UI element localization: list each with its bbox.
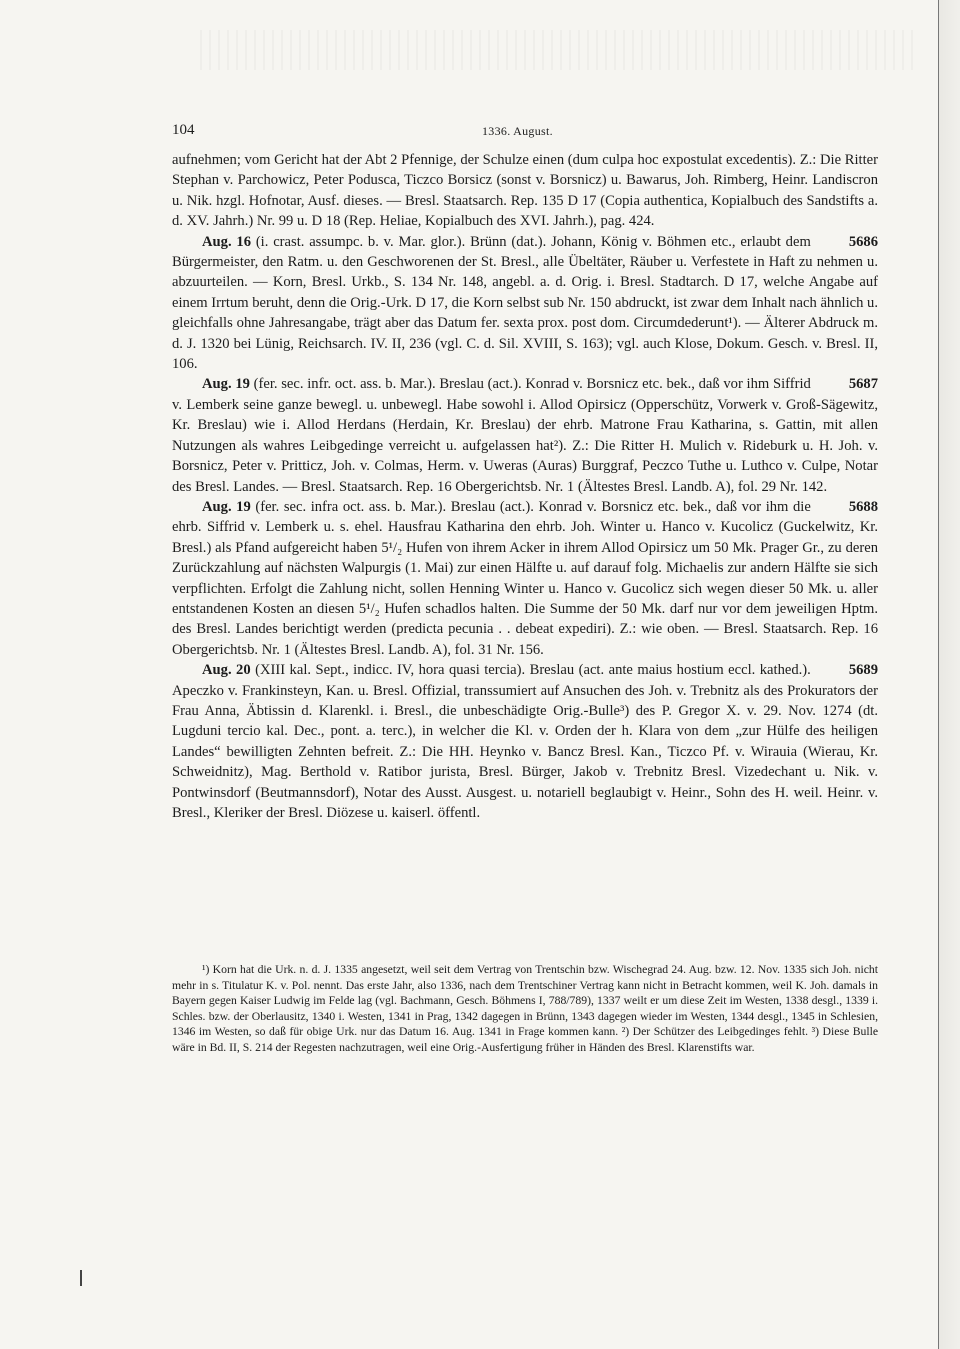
footnote-3: ³) Diese Bulle wäre in Bd. II, S. 214 der Regesten nachzutragen, weil eine Orig.-Ausfertigung früher in Händen des Bresl. Klarenstifts war. xyxy=(172,1025,879,1054)
page-edge xyxy=(938,0,960,1349)
regest-number: 5687 xyxy=(848,376,878,393)
page-header xyxy=(172,122,872,142)
entry-text: (XIII kal. Sept., indicc. IV, hora quasi tercia). Breslau (act. ante maius hostium eccl. kathed.). Apeczko v. Frankinsteyn, Kan. u. Bresl. Offizial, transsumiert auf Ansuchen des Joh. v. Trebnitz als des Prokurators der Frau Anna, Äbtissin d. Klarenkl. i. Bresl., die unbeschädigte Orig.-Bulle³) des P. Gregor X. v. 29. Nov. 1274 (dt. Lugduni tercio kal. Dec., pont. a. terc.), in welcher die Kl. v. Orden der h. Klara von dem „zur Hülfe des heiligen Landes“ bewilligten Zehnten befreit. Z.: Die HH. Heynko v. Bancz Bresl. Kan., Ticzco Pf. v. Wirauia (Wierau, Kr. Schweidnitz), Mag. Berthold v. Ratibor jurista, Bresl. Bürger, Jakob v. Trebnitz Bresl. Vizedechant u. Nik. v. Pontwinsdorf (Beutmannsdorf), Notar des Ausst. Ausgest. u. notariell beglaubigt v. Heinr., Sohn des H. weil. Heinr. v. Bresl., Kleriker der Bresl. Diözese u. kaiserl. öffentl. xyxy=(172,662,878,821)
entry-5685-continuation: aufnehmen; vom Gericht hat der Abt 2 Pfennige, der Schulze einen (dum culpa hoc expostulat excedentis). Z.: Die Ritter Stephan v. Parchowicz, Peter Podusca, Ticzco Borsicz (sonst v. Borsnicz) u. Bawarus, Joh. Rimberg, Heinr. Landiscron u. Nik. hzgl. Hofnotar, Ausf. dieses. — Bresl. Staatsarch. Rep. 135 D 17 (Copia authentica, Kopialbuch des Sandstifts a. d. XV. Jahrh.) Nr. 99 u. D 18 (Rep. Heliae, Kopialbuch des XVI. Jahrh.), pag. 424. xyxy=(172,152,878,230)
footnote-1: ¹) Korn hat die Urk. n. d. J. 1335 angesetzt, weil seit dem Vertrag von Trentschin bzw. Wischegrad 24. Aug. bzw. 12. Nov. 1335 sich Joh. nicht mehr in s. Titulatur K. v. Pol. nennt. Das erste Jahr, also 1336, nach dem Trentschiner Vertrag kann nicht in Betracht kommen, weil K. Joh. damals in Bayern gegen Kaiser Ludwig im Felde lag (vgl. Bachmann, Gesch. Böhmens I, 788/789), 1337 weilt er um diese Zeit im Westen, 1338 desgl., 1339 i. Schles. bzw. der Oberlausitz, 1340 i. Westen, 1341 in Prag, 1342 dagegen in Brünn, 1343 dagegen wieder im Westen, 1344 desgl., 1345 in Schlesien, 1346 im Westen, so daß für obige Urk. nur das Datum 16. Aug. 1341 in Frage kommen kann. xyxy=(172,963,878,1039)
scan-noise xyxy=(200,30,920,70)
footnote-block xyxy=(172,962,878,1056)
entry-date: Aug. 16 xyxy=(202,233,252,250)
entry-5687 xyxy=(172,374,878,496)
entry-5688 xyxy=(172,497,878,660)
entry-text: (fer. sec. infra oct. ass. b. Mar.). Breslau (act.). Konrad v. Borsnicz etc. bek., daß vor ihm die ehrb. Siffrid v. Lemberk u. s. ehel. Hausfrau Katharina den ehrb. Joh. Winter u. Hanco v. Kucolicz (Guckelwitz, Kr. Bresl.) als Pfand aufgereicht haben 5¹/₂ Hufen von ihrem Acker in ihrem Allod Opirsicz um 50 Mk. Prager Gr., zu deren Zurückzahlung auf nächsten Walpurgis (1. Mai) zur einen Hälfte u. auf darauf folg. Michaelis zur andern Hälfte sie sich verpflichten. Erfolgt die Zahlung nicht, sollen Henning Winter u. Hanco v. Gucolicz sich wegen dieser 50 Mk. u. aller entstandenen Kosten an diesen 5¹/₂ Hufen schadlos halten. Die Summe der 50 Mk. darf nur vor dem jeweiligen Hptm. des Bresl. Landes berichtigt werden (predicta pecunia . . debeat expediri). Z.: wie oben. — Bresl. Staatsarch. Rep. 16 Obergerichtsb. Nr. 1 (Ältestes Bresl. Landb. A), fol. 31 Nr. 156. xyxy=(172,498,878,658)
entry-text: (fer. sec. infr. oct. ass. b. Mar.). Breslau (act.). Konrad v. Borsnicz etc. bek., daß vor ihm Siffrid v. Lemberk seine ganze bewegl. u. unbewegl. Habe sowohl i. Allod Opirsicz (Opperschütz, Vorwerk v. Groß-Sägewitz, Kr. Breslau) wie i. Allod Herdans (Herdain, Kr. Breslau) der ehrb. Matrone Frau Katharina, s. Gattin, mit allen Nutzungen als wahres Leibgedinge verreicht u. aufgelassen hat²). Z.: Die Ritter H. Mulich v. Rideburk u. H. Joh. v. Borsnicz, Peter v. Pritticz, Joh. v. Colmas, Herm. v. Uweras (Auras) Burggraf, Peczco Tuthe u. Luthco v. Culpe, Notar des Bresl. Landes. — Bresl. Staatsarch. Rep. 16 Obergerichtsb. Nr. 1 (Ältestes Bresl. Landb. A), fol. 29 Nr. 142. xyxy=(172,376,878,495)
main-text xyxy=(172,150,878,823)
entry-date: Aug. 19 xyxy=(202,498,251,515)
entry-date: Aug. 20 xyxy=(202,662,251,679)
entry-date: Aug. 19 xyxy=(202,376,250,393)
running-head: 1336. August. xyxy=(482,124,553,138)
regest-number: 5688 xyxy=(848,498,878,515)
entry-5689 xyxy=(172,660,878,823)
page-number: 104 xyxy=(172,122,195,138)
regest-number: 5686 xyxy=(848,233,878,250)
entry-5686 xyxy=(172,232,878,375)
margin-mark xyxy=(80,1270,82,1286)
footnote-2: ²) Der Schützer des Leibgedinges fehlt. xyxy=(618,1025,809,1039)
footnotes xyxy=(172,962,878,1056)
entry-text: (i. crast. assumpc. b. v. Mar. glor.). Brünn (dat.). Johann, König v. Böhmen etc., erlaubt dem Bürgermeister, den Ratm. u. den Geschworenen der St. Bresl., alle Übeltäter, Räuber u. Verfestete in Haft zu nehmen u. abzuurteilen. — Korn, Bresl. Urkb., S. 134 Nr. 148, angebl. a. d. Orig. i. Bresl. Stadtarch. D 17, welche Angabe auf einem Irrtum beruht, denn die Orig.-Urk. D 17, die Korn selbst sub Nr. 150 abdruckt, ist zwar dem Inhalt nach ähnlich u. gleichfalls ohne Jahresangabe, trägt aber das Datum fer. sexta prox. post dom. Circumdederunt¹). — Älterer Abdruck m. d. J. 1320 bei Lünig, Reichsarch. IV. II, 236 (vgl. C. d. Sil. XVIII, S. 163); vgl. auch Klose, Dokum. Gesch. v. Bresl. II, 106. xyxy=(172,233,879,373)
regest-number: 5689 xyxy=(848,662,878,679)
